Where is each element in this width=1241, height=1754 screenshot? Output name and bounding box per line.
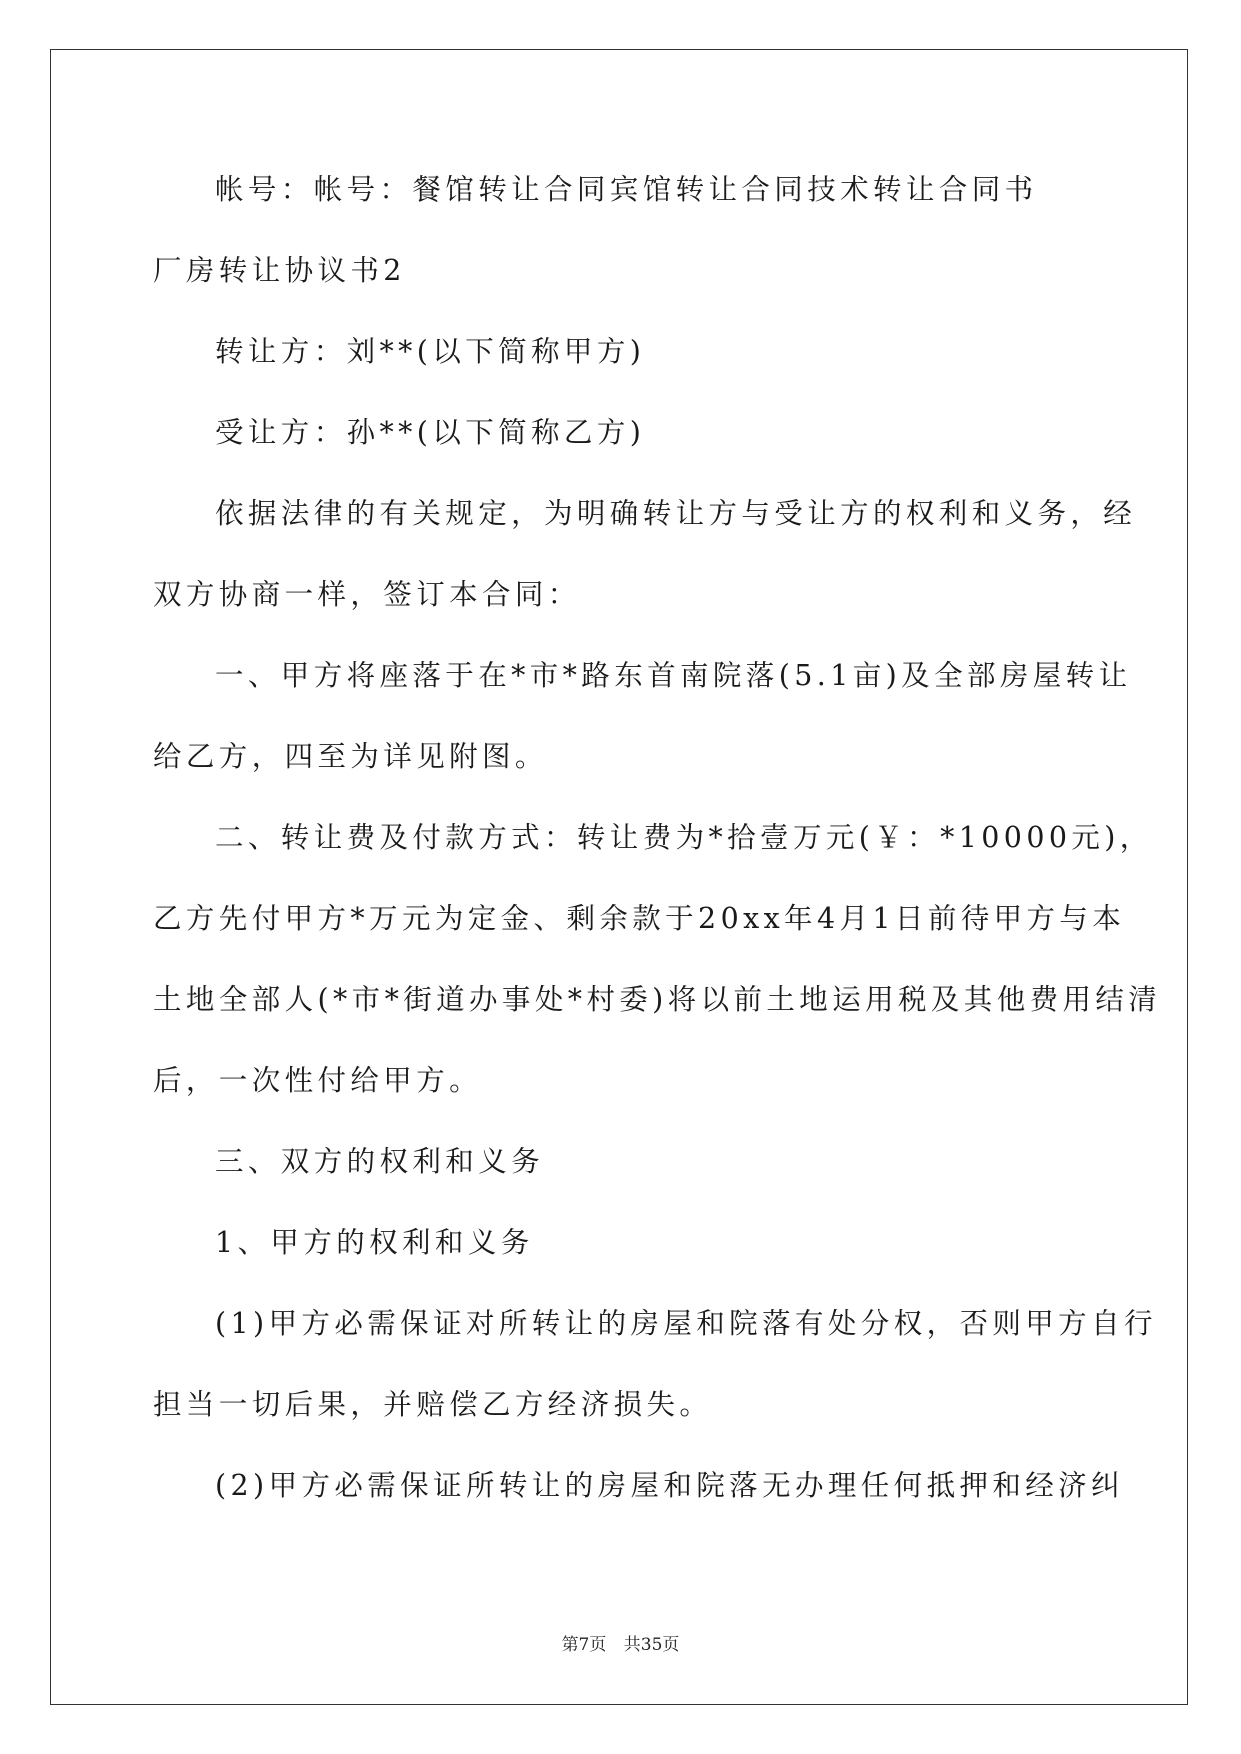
section-title: 厂房转让协议书2 bbox=[153, 254, 406, 287]
paragraph-line: 乙方先付甲方*万元为定金、剩余款于20xx年4月1日前待甲方与本 bbox=[153, 902, 1126, 935]
paragraph-line: 一、甲方将座落于在*市*路东首南院落(5.1亩)及全部房屋转让 bbox=[215, 659, 1132, 692]
paragraph-line: 依据法律的有关规定，为明确转让方与受让方的权利和义务，经 bbox=[215, 497, 1137, 530]
subsection-heading: 1、甲方的权利和义务 bbox=[215, 1226, 534, 1259]
paragraph-line: (2)甲方必需保证所转让的房屋和院落无办理任何抵押和经济纠 bbox=[215, 1469, 1124, 1502]
paragraph-line: 担当一切后果，并赔偿乙方经济损失。 bbox=[153, 1388, 713, 1421]
transferee-line: 受让方：孙**(以下简称乙方) bbox=[215, 416, 646, 449]
page-footer bbox=[0, 1630, 1241, 1655]
paragraph-line: 二、转让费及付款方式：转让费为*拾壹万元(￥：*10000元)， bbox=[215, 821, 1153, 854]
page-number-total: 共35页 bbox=[623, 1635, 680, 1655]
section-heading: 三、双方的权利和义务 bbox=[215, 1145, 545, 1178]
paragraph-line: 土地全部人(*市*街道办事处*村委)将以前土地运用税及其他费用结清 bbox=[153, 983, 1162, 1016]
paragraph-line: 后，一次性付给甲方。 bbox=[153, 1064, 483, 1097]
transferor-line: 转让方：刘**(以下简称甲方) bbox=[215, 335, 646, 368]
account-line: 帐号：帐号：餐馆转让合同宾馆转让合同技术转让合同书 bbox=[215, 173, 1038, 206]
paragraph-line: 给乙方，四至为详见附图。 bbox=[153, 740, 548, 773]
page-number-current: 第7页 bbox=[561, 1635, 607, 1655]
paragraph-line: 双方协商一样，签订本合同： bbox=[153, 578, 581, 611]
paragraph-line: (1)甲方必需保证对所转让的房屋和院落有处分权，否则甲方自行 bbox=[215, 1307, 1157, 1340]
page-border bbox=[50, 49, 1188, 1705]
